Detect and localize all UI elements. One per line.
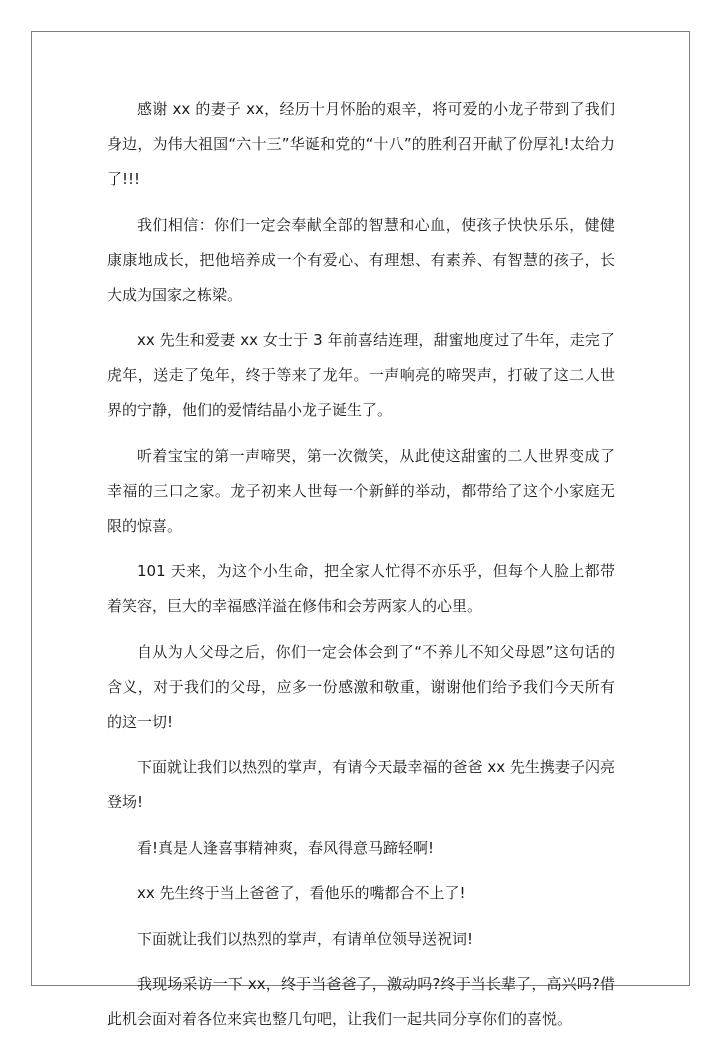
paragraph-8: 看!真是人逢喜事精神爽，春风得意马蹄轻啊! [137,838,435,857]
paragraph-9: xx 先生终于当上爸爸了，看他乐的嘴都合不上了! [137,884,466,902]
paragraph-4: 听着宝宝的第一声啼哭，第一次微笑，从此使这甜蜜的二人世界变成了幸福的三口之家。龙子初来人世每一个新鲜的举动，都带给了这个小家庭无限的惊喜。 [107,446,615,535]
paragraph-7: 下面就让我们以热烈的掌声，有请今天最幸福的爸爸 xx 先生携妻子闪亮登场! [107,758,615,811]
paragraph-3: xx 先生和爱妻 xx 女士于 3 年前喜结连理，甜蜜地度过了牛年，走完了虎年，送走了兔年，终于等来了龙年。一声响亮的啼哭声，打破了这二人世界的宁静，他们的爱情结晶小龙子诞生了。 [107,331,615,419]
document-body [107,92,615,1048]
paragraph-5: 101 天来，为这个小生命，把全家人忙得不亦乐乎，但每个人脸上都带着笑容，巨大的幸福感洋溢在修伟和会芳两家人的心里。 [107,562,615,615]
paragraph-2: 我们相信：你们一定会奉献全部的智慧和心血，使孩子快快乐乐，健健康康地成长，把他培养成一个有爱心、有理想、有素养、有智慧的孩子，长大成为国家之栋梁。 [107,215,615,304]
paragraph-11: 我现场采访一下 xx，终于当爸爸了，激动吗?终于当长辈了，高兴吗?借此机会面对着各位来宾也整几句吧，让我们一起共同分享你们的喜悦。 [107,975,615,1028]
paragraph-1: 感谢 xx 的妻子 xx，经历十月怀胎的艰辛，将可爱的小龙子带到了我们身边，为伟大祖国“六十三”华诞和党的“十八”的胜利召开献了份厚礼!太给力了!!! [107,100,615,188]
paragraph-10: 下面就让我们以热烈的掌声，有请单位领导送祝词! [137,929,474,948]
paragraph-6: 自从为人父母之后，你们一定会体会到了“不养儿不知父母恩”这句话的含义，对于我们的父母，应多一份感激和敬重，谢谢他们给予我们今天所有的这一切! [107,642,615,731]
